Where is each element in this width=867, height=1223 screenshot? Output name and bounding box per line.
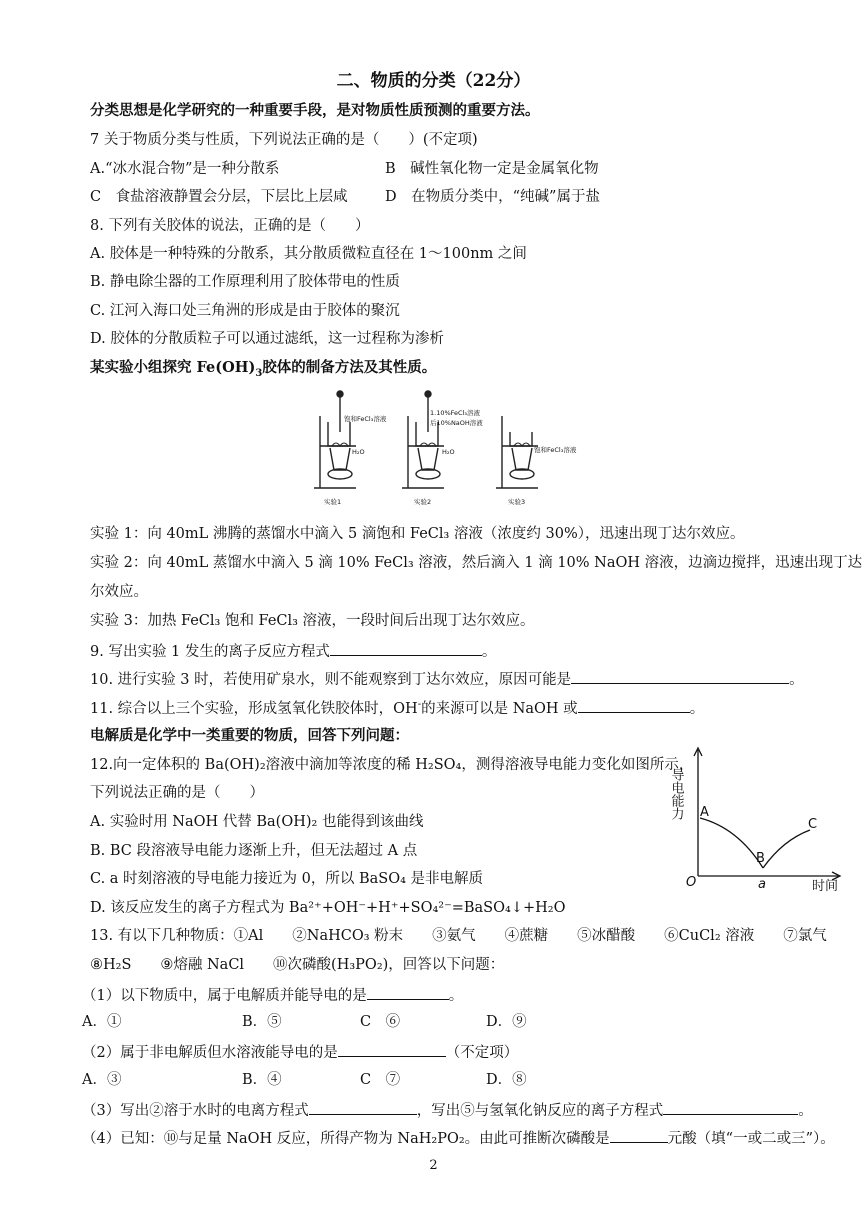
q7-option-c: C 食盐溶液静置会分层，下层比上层咸 — [90, 189, 348, 205]
conductivity-graph — [668, 738, 848, 898]
answer-blank-q9[interactable] — [330, 641, 482, 656]
q12-option-d: D. 该反应发生的离子方程式为 Ba²⁺+OH⁻+H⁺+SO₄²⁻=BaSO₄↓+H₂O — [90, 900, 566, 916]
answer-blank-q13-1[interactable] — [367, 985, 449, 1000]
q12-stem-line2: 下列说法正确的是（ ） — [90, 785, 264, 801]
experiment-apparatus-figure — [310, 388, 577, 510]
answer-blank-q13-3b[interactable] — [663, 1100, 798, 1115]
q13-stem-line1: 13. 有以下几种物质：①Al ②NaHCO₃ 粉末 ③氨气 ④蔗糖 ⑤冰醋酸 ⑥CuCl₂ 溶液 ⑦氯气 — [90, 928, 827, 944]
q13-stem-line2: ⑧H₂S ⑨熔融 NaCl ⑩次磷酸(H₃PO₂)，回答以下问题： — [90, 957, 505, 973]
q13-part3: （3）写出②溶于水时的电离方程式 ，写出⑤与氢氧化钠反应的离子方程式 。 — [82, 1100, 813, 1120]
q13-part1: （1）以下物质中，属于电解质并能导电的是 。 — [82, 985, 463, 1005]
q8-option-b: B. 静电除尘器的工作原理利用了胶体带电的性质 — [90, 274, 400, 290]
curve-ab — [700, 818, 763, 868]
figure-label: 饱和FeCl₃溶液 — [534, 446, 577, 454]
intro-text: 分类思想是化学研究的一种重要手段，是对物质性质预测的重要方法。 — [90, 102, 540, 119]
q8-option-c: C. 江河入海口处三角洲的形成是由于胶体的聚沉 — [90, 303, 400, 319]
beaker-1 — [328, 422, 350, 446]
answer-blank-q11[interactable] — [578, 698, 690, 713]
experiment-1-text: 实验 1：向 40mL 沸腾的蒸馏水中滴入 5 滴饱和 FeCl₃ 溶液（浓度约 30%），迅速出现丁达尔效应。 — [90, 526, 745, 542]
q8-stem: 8. 下列有关胶体的说法，正确的是（ ） — [90, 218, 370, 234]
figure-label: 饱和FeCl₃溶液 — [344, 415, 387, 423]
page-number: 2 — [429, 1158, 438, 1173]
experiment-2-text: 实验 2：向 40mL 蒸馏水中滴入 5 滴 10% FeCl₃ 溶液，然后滴入 1 滴 10% NaOH 溶液，边滴边搅拌，迅速出现丁达 — [90, 555, 863, 571]
q12-option-b: B. BC 段溶液导电能力逐渐上升，但无法超过 A 点 — [90, 843, 418, 859]
question-11: 11. 综合以上三个实验，形成氢氧化铁胶体时，OH-的来源可以是 NaOH 或 。 — [90, 699, 705, 717]
point-c-label: C — [808, 817, 818, 832]
q13-2-option-d: D．⑧ — [486, 1072, 527, 1088]
q13-2-option-c: C ⑦ — [360, 1072, 401, 1088]
origin-label: O — [686, 875, 697, 890]
x-axis-label: 时间 — [812, 879, 839, 894]
experiment-intro: 某实验小组探究 $Fe(OH)_3$胶体的制备方法及其性质。 — [90, 359, 437, 379]
experiment-2-text-cont: 尔效应。 — [90, 584, 148, 600]
question-9: 9. 写出实验 1 发生的离子反应方程式 。 — [90, 641, 496, 661]
q8-option-a: A. 胶体是一种特殊的分散系，其分散质微粒直径在 1～100nm 之间 — [90, 246, 527, 262]
q7-option-a: A.“冰水混合物”是一种分散系 — [90, 161, 280, 177]
figure-caption: 实验1 — [324, 498, 342, 506]
q13-2-option-a: A．③ — [82, 1072, 122, 1088]
figure-caption: 实验3 — [508, 498, 526, 506]
figure-label: H₂O — [442, 448, 455, 456]
answer-blank-q13-3a[interactable] — [309, 1100, 417, 1115]
figure-label: 后10%NaOH溶液 — [430, 419, 483, 427]
q13-1-option-a: A．① — [82, 1014, 122, 1030]
q12-stem-line1: 12.向一定体积的 Ba(OH)₂溶液中滴加等浓度的稀 H₂SO₄，测得溶液导电能力变化如图所示， — [90, 757, 694, 773]
answer-blank-q13-2[interactable] — [338, 1042, 446, 1057]
figure-label: H₂O — [352, 448, 365, 456]
experiment-3-text: 实验 3：加热 FeCl₃ 饱和 FeCl₃ 溶液，一段时间后出现丁达尔效应。 — [90, 613, 535, 629]
y-axis-label: 导电能力 — [668, 768, 684, 820]
q13-1-option-d: D．⑨ — [486, 1014, 527, 1030]
point-b-label: B — [756, 851, 765, 866]
q13-1-option-b: B．⑤ — [242, 1014, 282, 1030]
answer-blank-q13-4[interactable] — [610, 1128, 668, 1143]
burner-1 — [330, 448, 350, 470]
question-10: 10. 进行实验 3 时，若使用矿泉水，则不能观察到丁达尔效应，原因可能是 。 — [90, 669, 804, 689]
burner-3 — [512, 448, 532, 470]
figure-caption: 实验2 — [414, 498, 432, 506]
q13-part4: （4）已知：⑩与足量 NaOH 反应，所得产物为 NaH₂PO₂。由此可推断次磷酸是 元酸（填“一或二或三”）。 — [82, 1128, 835, 1148]
q7-option-d: D 在物质分类中，“纯碱”属于盐 — [385, 189, 600, 205]
q12-option-a: A. 实验时用 NaOH 代替 Ba(OH)₂ 也能得到该曲线 — [90, 814, 424, 830]
tick-a-label: a — [758, 877, 766, 892]
q8-option-d: D. 胶体的分散质粒子可以通过滤纸，这一过程称为渗析 — [90, 331, 444, 347]
section-title: 二、物质的分类（22分） — [336, 71, 531, 91]
q7-option-b: B 碱性氧化物一定是金属氧化物 — [385, 161, 599, 177]
burner-2 — [418, 448, 438, 470]
q7-stem: 7 关于物质分类与性质，下列说法正确的是（ ）(不定项) — [90, 132, 478, 148]
q13-1-option-c: C ⑥ — [360, 1014, 401, 1030]
curve-bc — [763, 830, 810, 868]
answer-blank-q10[interactable] — [571, 669, 789, 684]
q13-part2: （2）属于非电解质但水溶液能导电的是 （不定项） — [82, 1042, 518, 1062]
q13-2-option-b: B．④ — [242, 1072, 282, 1088]
q12-option-c: C. a 时刻溶液的导电能力接近为 0，所以 BaSO₄ 是非电解质 — [90, 871, 484, 887]
electrolyte-intro: 电解质是化学中一类重要的物质，回答下列问题： — [90, 727, 409, 744]
figure-label: 1.10%FeCl₃溶液 — [430, 409, 480, 417]
point-a-label: A — [700, 805, 709, 820]
